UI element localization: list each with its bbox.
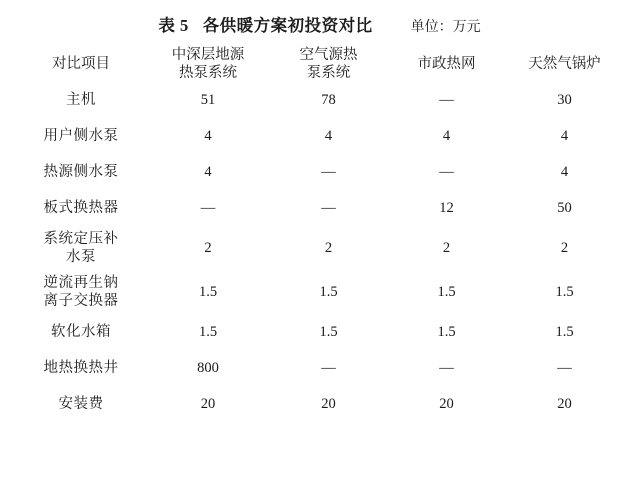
row-label-line1: 主机	[66, 92, 96, 109]
row-label	[16, 270, 147, 314]
cell-gas-boiler: 20	[557, 396, 572, 413]
cell-geothermal: 800	[197, 360, 219, 377]
cell-gas-boiler: 1.5	[555, 284, 574, 301]
header-cell-item	[16, 46, 147, 82]
cell-air-source: 1.5	[319, 284, 338, 301]
cell-gas-boiler: 50	[557, 200, 572, 217]
cell-district-heating: 4	[442, 128, 451, 145]
table-row	[16, 314, 624, 350]
row-label	[16, 386, 147, 422]
row-label-line1: 用户侧水泵	[43, 128, 119, 145]
header-geothermal-line1: 中深层地源	[171, 47, 245, 63]
header-cell-air-source	[270, 46, 388, 82]
row-label	[16, 190, 147, 226]
row-label	[16, 118, 147, 154]
cell-gas-boiler: 2	[560, 240, 569, 257]
cell-geothermal: 1.5	[198, 324, 218, 341]
cell-geothermal: 51	[200, 92, 216, 109]
header-item-line1: 对比项目	[52, 56, 110, 73]
cell-gas-boiler: 1.5	[555, 324, 574, 341]
cell-district-heating: —	[439, 360, 454, 377]
row-label	[16, 350, 147, 386]
row-label-line1: 逆流再生钠	[43, 275, 119, 292]
cell-air-source: 78	[321, 92, 336, 109]
cell-air-source: 20	[321, 396, 336, 413]
cell-air-source: 2	[324, 240, 333, 257]
row-label-line1: 系统定压补	[43, 231, 119, 248]
table-caption	[0, 0, 639, 46]
cell-district-heating: 1.5	[437, 284, 456, 301]
row-label	[16, 226, 147, 270]
row-label	[16, 314, 147, 350]
cell-air-source: —	[321, 200, 336, 217]
table-caption-unit: 单位：万元	[410, 20, 481, 35]
cell-geothermal: —	[200, 200, 216, 217]
table-header-row	[16, 46, 624, 82]
table-row	[16, 118, 624, 154]
row-label-line2: 离子交换器	[43, 293, 119, 310]
header-geothermal-line2: 热泵系统	[179, 65, 237, 82]
header-air-source-line1: 空气源热	[299, 47, 358, 63]
table-row	[16, 386, 624, 422]
header-district-heating-line1: 市政热网	[417, 56, 476, 73]
row-label-line1: 热源侧水泵	[43, 164, 119, 181]
header-cell-geothermal	[147, 46, 270, 82]
cell-district-heating: 2	[442, 240, 451, 257]
cell-air-source: 4	[324, 128, 333, 145]
cell-air-source: —	[321, 360, 336, 377]
cell-air-source: —	[321, 164, 336, 181]
table-row	[16, 154, 624, 190]
cell-district-heating: —	[439, 164, 454, 181]
table-row	[16, 82, 624, 118]
header-air-source-line2: 泵系统	[306, 65, 351, 82]
cell-geothermal: 4	[204, 128, 212, 145]
header-gas-boiler-line1: 天然气锅炉	[528, 56, 601, 73]
investment-comparison-table	[16, 46, 624, 422]
row-label-line1: 地热换热井	[43, 360, 119, 377]
table-row	[16, 350, 624, 386]
cell-gas-boiler: 4	[560, 128, 569, 145]
row-label	[16, 154, 147, 190]
row-label-line1: 软化水箱	[51, 324, 111, 341]
cell-gas-boiler: —	[557, 360, 572, 377]
cell-gas-boiler: 30	[557, 92, 572, 109]
cell-geothermal: 1.5	[198, 284, 218, 301]
header-cell-gas-boiler	[506, 46, 624, 82]
table-row	[16, 226, 624, 270]
cell-geothermal: 20	[200, 396, 216, 413]
row-label-line1: 安装费	[58, 396, 104, 413]
cell-district-heating: —	[439, 92, 454, 109]
row-label-line2: 水泵	[66, 249, 96, 266]
cell-district-heating: 20	[439, 396, 454, 413]
cell-geothermal: 2	[204, 240, 212, 257]
cell-district-heating: 1.5	[437, 324, 456, 341]
cell-geothermal: 4	[204, 164, 212, 181]
table-row	[16, 190, 624, 226]
row-label-line1: 板式换热器	[43, 200, 119, 217]
table-row	[16, 270, 624, 314]
table-caption-title: 表 5 各供暖方案初投资对比	[158, 16, 373, 35]
cell-air-source: 1.5	[319, 324, 338, 341]
cell-district-heating: 12	[439, 200, 454, 217]
row-label	[16, 82, 147, 118]
header-cell-district-heating	[388, 46, 506, 82]
cell-gas-boiler: 4	[560, 164, 569, 181]
